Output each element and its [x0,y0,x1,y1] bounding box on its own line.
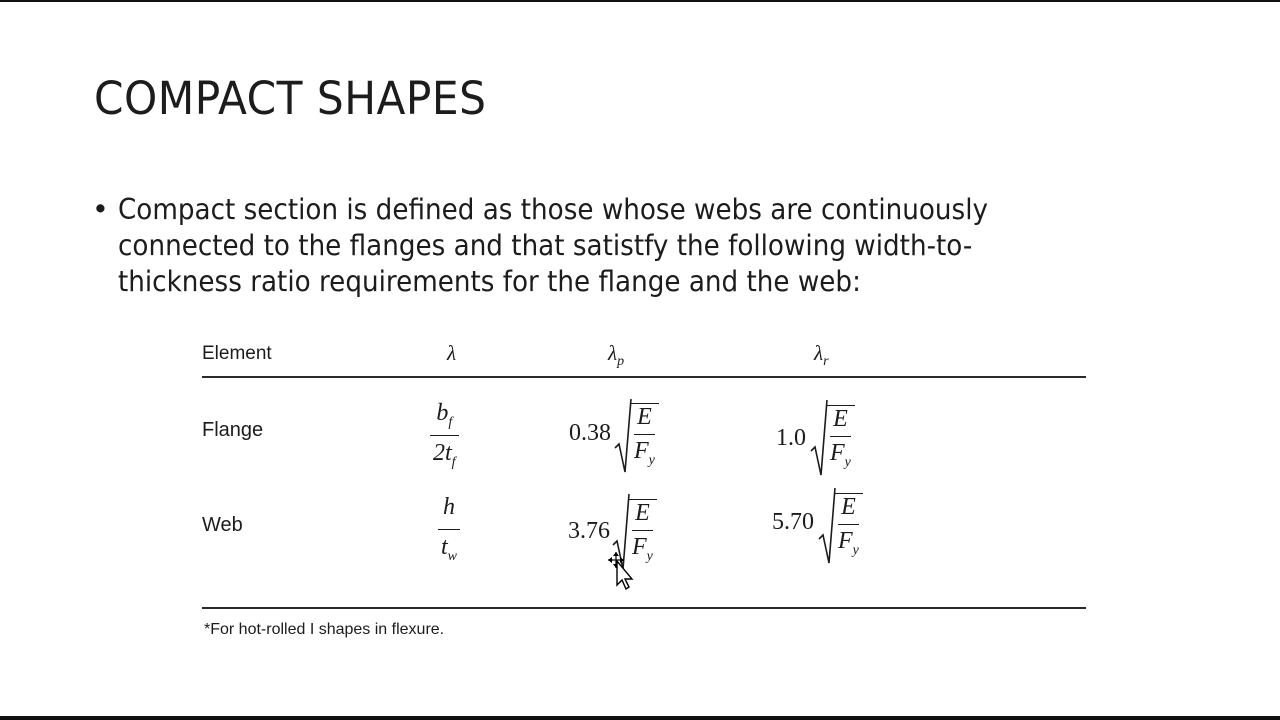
web-lambda-r-sqrt [818,487,863,565]
radicand-fraction: E $F_y$ [834,493,863,559]
radicand-fraction: E $F_y$ [630,403,659,469]
fraction-bar [438,529,460,531]
header-lambda-r [814,341,829,370]
flange-lambda-p-coefficient: 0.38 [569,420,611,446]
radicand-fraction: E $F_y$ [826,405,855,471]
bullet-text: Compact section is defined as those whose webs are continuously connected to the flanges and that satistfy the following width-to- thickness ratio requirements for the flange and the web: [118,193,989,298]
flange-lambda-r-sqrt [810,399,855,477]
radicand-fraction: E $F_y$ [628,499,657,565]
bullet-dot: • [92,193,109,226]
fraction-denominator: $t_w$ [441,534,458,565]
flange-lambda-fraction [430,400,459,471]
flange-lambda-r-coefficient: 1.0 [776,425,806,451]
web-lambda-fraction [438,494,460,565]
header-lambda-p [608,341,624,370]
web-lambda-p-coefficient: 3.76 [568,518,610,544]
fraction-denominator: $2t_f$ [433,440,456,471]
move-cursor-icon [608,552,634,597]
fraction-numerator: h [443,494,455,520]
slide-title: COMPACT SHAPES [94,72,487,125]
header-lambda: λ [447,341,457,365]
header-lambda-r-symbol: λ [814,341,824,365]
flange-lambda-p-sqrt [614,398,659,474]
table-footnote: *For hot-rolled I shapes in flexure. [204,621,445,638]
row-label-flange: Flange [202,419,264,441]
header-lambda-p-sub: p [617,354,625,370]
fraction-bar [430,435,459,437]
table-header-rule [202,376,1086,378]
bottom-border [0,716,1280,720]
header-lambda-r-sub: r [823,354,829,370]
header-lambda-p-symbol: λ [608,341,618,365]
header-element: Element [202,343,272,364]
top-border [0,0,1280,2]
web-lambda-r-coefficient: 5.70 [772,509,814,535]
table-bottom-rule [202,607,1086,609]
bullet-item [92,192,1152,300]
fraction-numerator: $b_f$ [436,400,453,430]
row-label-web: Web [202,514,243,536]
